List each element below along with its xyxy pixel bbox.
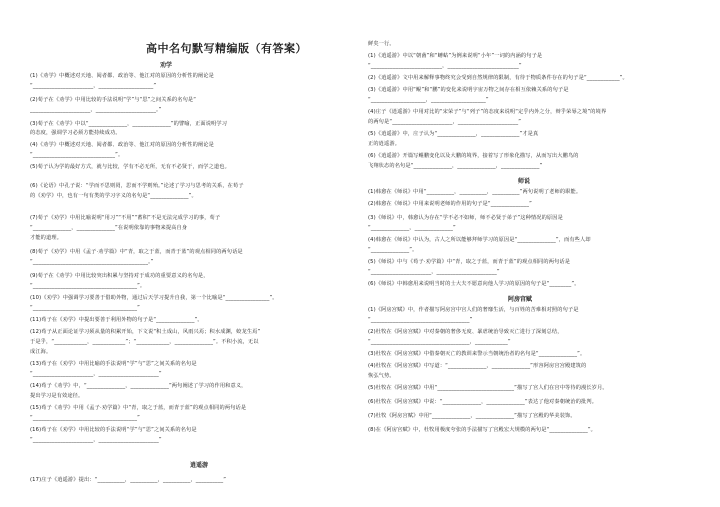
left-item-33: (17)庄子《逍遥游》提出：“__________，__________，__________，__________” — [30, 477, 227, 483]
right-item-b6: “______________”。 — [368, 247, 418, 253]
right-item-b2: (2)韩愈在《师说》中用来说明老师的作用的句子是“______________” — [368, 201, 532, 207]
left-item-10: (6)《论语》中孔子说：“学而不思则罔，思而不学则殆。”论述了学习与思考的关系，在荀子 — [30, 183, 244, 189]
left-item-20: “______________________________________” — [30, 305, 140, 311]
left-item-3: (2)荀子在《劝学》中用比较的手法说明“学”与“思”之间关系的名句是“ — [30, 97, 197, 103]
section-title-xiaoyaoyou: 逍遥游 — [190, 462, 209, 469]
left-item-30: “______________________________________” — [30, 415, 140, 421]
left-item-21: (11)荀子在《劝学》中提出要善于利用外物的句子是“______________”。 — [30, 317, 203, 323]
left-item-28: 提出学习是有效途径。 — [30, 393, 84, 399]
left-item-12: (7)荀子《劝学》中用比喻说明“用习”“不用”“蓄积”不是无法完成学习的事，荀子 — [30, 215, 221, 221]
left-item-17: (9)荀子在《劝学》中用比较突出积累与坚持对于成功的重要意义的名句是， — [30, 273, 209, 279]
right-item-c5: (3)杜牧在《阿房宫赋》中借秦朝灭亡的教训来警示当朝统治者的名句是“______________”。 — [368, 351, 586, 357]
left-item-11: 的《劝学》中，也有一句有类的学习字义的名句是“______________”。 — [30, 193, 197, 199]
left-item-22: (12)荀子从正面论证学习须从量的积累开始，下文说“积土成山，风雨兴焉；积水成渊，蛟龙生焉” — [30, 329, 261, 335]
left-item-4: ______________________，______________________。” — [30, 107, 162, 113]
right-item-a12: 飞翔状态的名句是“______________，______________，______________” — [368, 163, 543, 169]
section-title-shishuo: 师说 — [518, 178, 531, 185]
right-item-c9: (6)杜牧在《阿房宫赋》中说：“______________，______________”表达了他对秦朝统治的批判。 — [368, 399, 598, 405]
right-item-a7: (4)庄子《逍遥游》中用对比的“宋荣子”与“列子”的态度来说明“定乎内外之分，辩乎荣辱之境”的境界 — [368, 109, 607, 115]
right-item-b8: “______________________，______________________” — [368, 269, 500, 275]
left-item-13: “______________，______________”在说明依靠的事物来提高自身 — [30, 225, 188, 231]
right-item-a4: (2)《逍遥游》文中用来解释事物终究会受到自然规律的限制，有待于物质条件存在的句子是“____________”。 — [368, 75, 628, 81]
left-item-1: (1)《劝学》中概述对天地、阅者都、政治等、他江对的原因的分析性的阐论是 — [30, 73, 214, 79]
right-item-c11: (8)在《阿房宫赋》中，杜牧用极度夸张的手法描写了宫殿宏大规模的两句是“______________”。 — [368, 427, 597, 433]
right-item-c8: (5)杜牧在《阿房宫赋》中用“____________________________”描写了宫人们在宫中等待的漫长岁月。 — [368, 385, 608, 391]
right-item-c10: (7)杜牧《阿房宫赋》中用“______________，______________”描写了宫殿的华美装饰。 — [368, 413, 576, 419]
right-item-a3: “__________________________，__________________________” — [368, 63, 522, 69]
right-item-b7: (5)《师说》中与《荀子·劝学篇》中“青，取之于蓝，而青于蓝”的观点相同的两句话是 — [368, 259, 571, 265]
right-item-c4: “____________________________________，____________” — [368, 339, 511, 345]
left-item-14: 才能的道理。 — [30, 235, 63, 241]
left-item-16: “__________________________________________。” — [30, 259, 154, 265]
right-item-b1: (1)韩愈在《师说》中用“__________，__________，__________”两句说明了老师的职能。 — [368, 189, 582, 195]
right-column — [368, 0, 696, 507]
left-item-8: “______________________________”。 — [30, 152, 124, 158]
right-item-a1: 鲜矣一行。 — [368, 41, 395, 47]
right-item-b9: (6)《师说》中韩愈用来说明当时的士大夫不愿意向他人学习的原因的句子是“________”。 — [368, 281, 580, 287]
right-item-c1: (1)《阿房宫赋》中，作者描写阿房宫中宫人们的奢靡生活，与百姓的苦难相对照的句子是 — [368, 307, 579, 313]
left-item-7: (4)《劝学》中概述对天地、阅者都、政治等、他江对的原因的分析性的阐论是 — [30, 142, 214, 148]
left-item-26: “______________________，______________________” — [30, 371, 162, 377]
section-title-quanxue: 劝学 — [160, 62, 173, 69]
right-item-c2: “____________________________________” — [368, 317, 473, 323]
left-item-6: 的态度，强调学习必须方能持续成功。 — [30, 130, 121, 136]
right-item-a6: “____________________，____________________” — [368, 97, 489, 103]
right-item-b3: (3)《师说》中，韩愈认为存在“学不必不如师，师不必贤于弟子”这种情况的原因是 — [368, 215, 563, 221]
right-item-a8: 的两句是“______________________，______________________” — [368, 119, 522, 125]
right-item-a2: (1)《逍遥游》中以“朝菌”和“蟪蛄”为例来说明“小年”一词的内涵的句子是 — [368, 53, 543, 59]
section-title-afanggongfu: 阿房宫赋 — [508, 296, 533, 303]
right-item-c6: (4)杜牧在《阿房宫赋》中写道：“______________，______________”形容阿房宫宫殿建筑的 — [368, 363, 587, 369]
left-item-23: 于是乎，“____________，____________”；“____________，______________”。不积小流，无以 — [30, 339, 259, 345]
left-item-9: (5)荀子认为学的最好方式，就与比较，学有不必无所，无有不必贤于，而学之道也。 — [30, 164, 230, 170]
left-item-25: (13)荀子在《劝学》中用比喻的手法说明“学”与“思”之间关系的名句是 — [30, 361, 197, 367]
left-item-5: (3)荀子在《劝学》中以“______________，______________”的譬喻，正面说明学习 — [30, 121, 228, 127]
left-item-24: 成江海。 — [30, 349, 52, 355]
right-item-a5: (3)《逍遥游》中用“鲲”和“鹏”的变化来说明宇宙万物之间存在相互依赖关系的句子是 — [368, 87, 569, 93]
left-item-18: “______________________________________”。 — [30, 283, 146, 289]
left-item-29: (15)荀子《劝学》中用《孟子·劝学篇》中“青，取之于蓝，而青于蓝”的观点相同的两句话是 — [30, 405, 247, 411]
right-item-a10: 正的逍遥游。 — [368, 141, 401, 147]
left-item-31: (16)荀子在《劝学》中用比较的手法说明“学”与“思”之间关系的名句是 — [30, 427, 197, 433]
right-item-b5: (4)韩愈在《师说》中认为，古人之所以能够拜师学习的原因是“______________”，而有些人却 — [368, 237, 591, 243]
left-item-32: “______________________，______________________” — [30, 437, 162, 443]
left-column — [30, 0, 360, 507]
left-item-19: (10)《劝学》中强调学习要善于借助外物，通过后天学习提升自我，第一个比喻是“________________”。 — [30, 295, 278, 301]
left-item-15: (8)荀子《劝学》中用《孟子·劝学篇》中“青，取之于蓝，而青于蓝”的观点相同的两句话是 — [30, 249, 243, 255]
right-item-a11: (6)《逍遥游》开篇写鲲鹏变化以及大鹏的境界，接着写了形象化描写，从而写出大鹏鸟的 — [368, 153, 579, 159]
right-item-a9: (5)《逍遥游》中，庄子认为“______________，______________”才是真 — [368, 131, 539, 137]
left-item-2: “______________________，____________________” — [30, 83, 157, 89]
left-item-27: (14)荀子《劝学》中，“______________，______________”两句阐述了学习的作用和意义， — [30, 383, 247, 389]
right-item-c3: (2)杜牧在《阿房宫赋》中对秦朝的奢侈无度、暴虐统治导致灭亡进行了深刻总结， — [368, 329, 563, 335]
document-title: 高中名句默写精编版（有答案） — [146, 42, 307, 55]
right-item-b4: “______________，______________” — [368, 225, 456, 231]
right-item-c7: 恢弘气势。 — [368, 373, 395, 379]
